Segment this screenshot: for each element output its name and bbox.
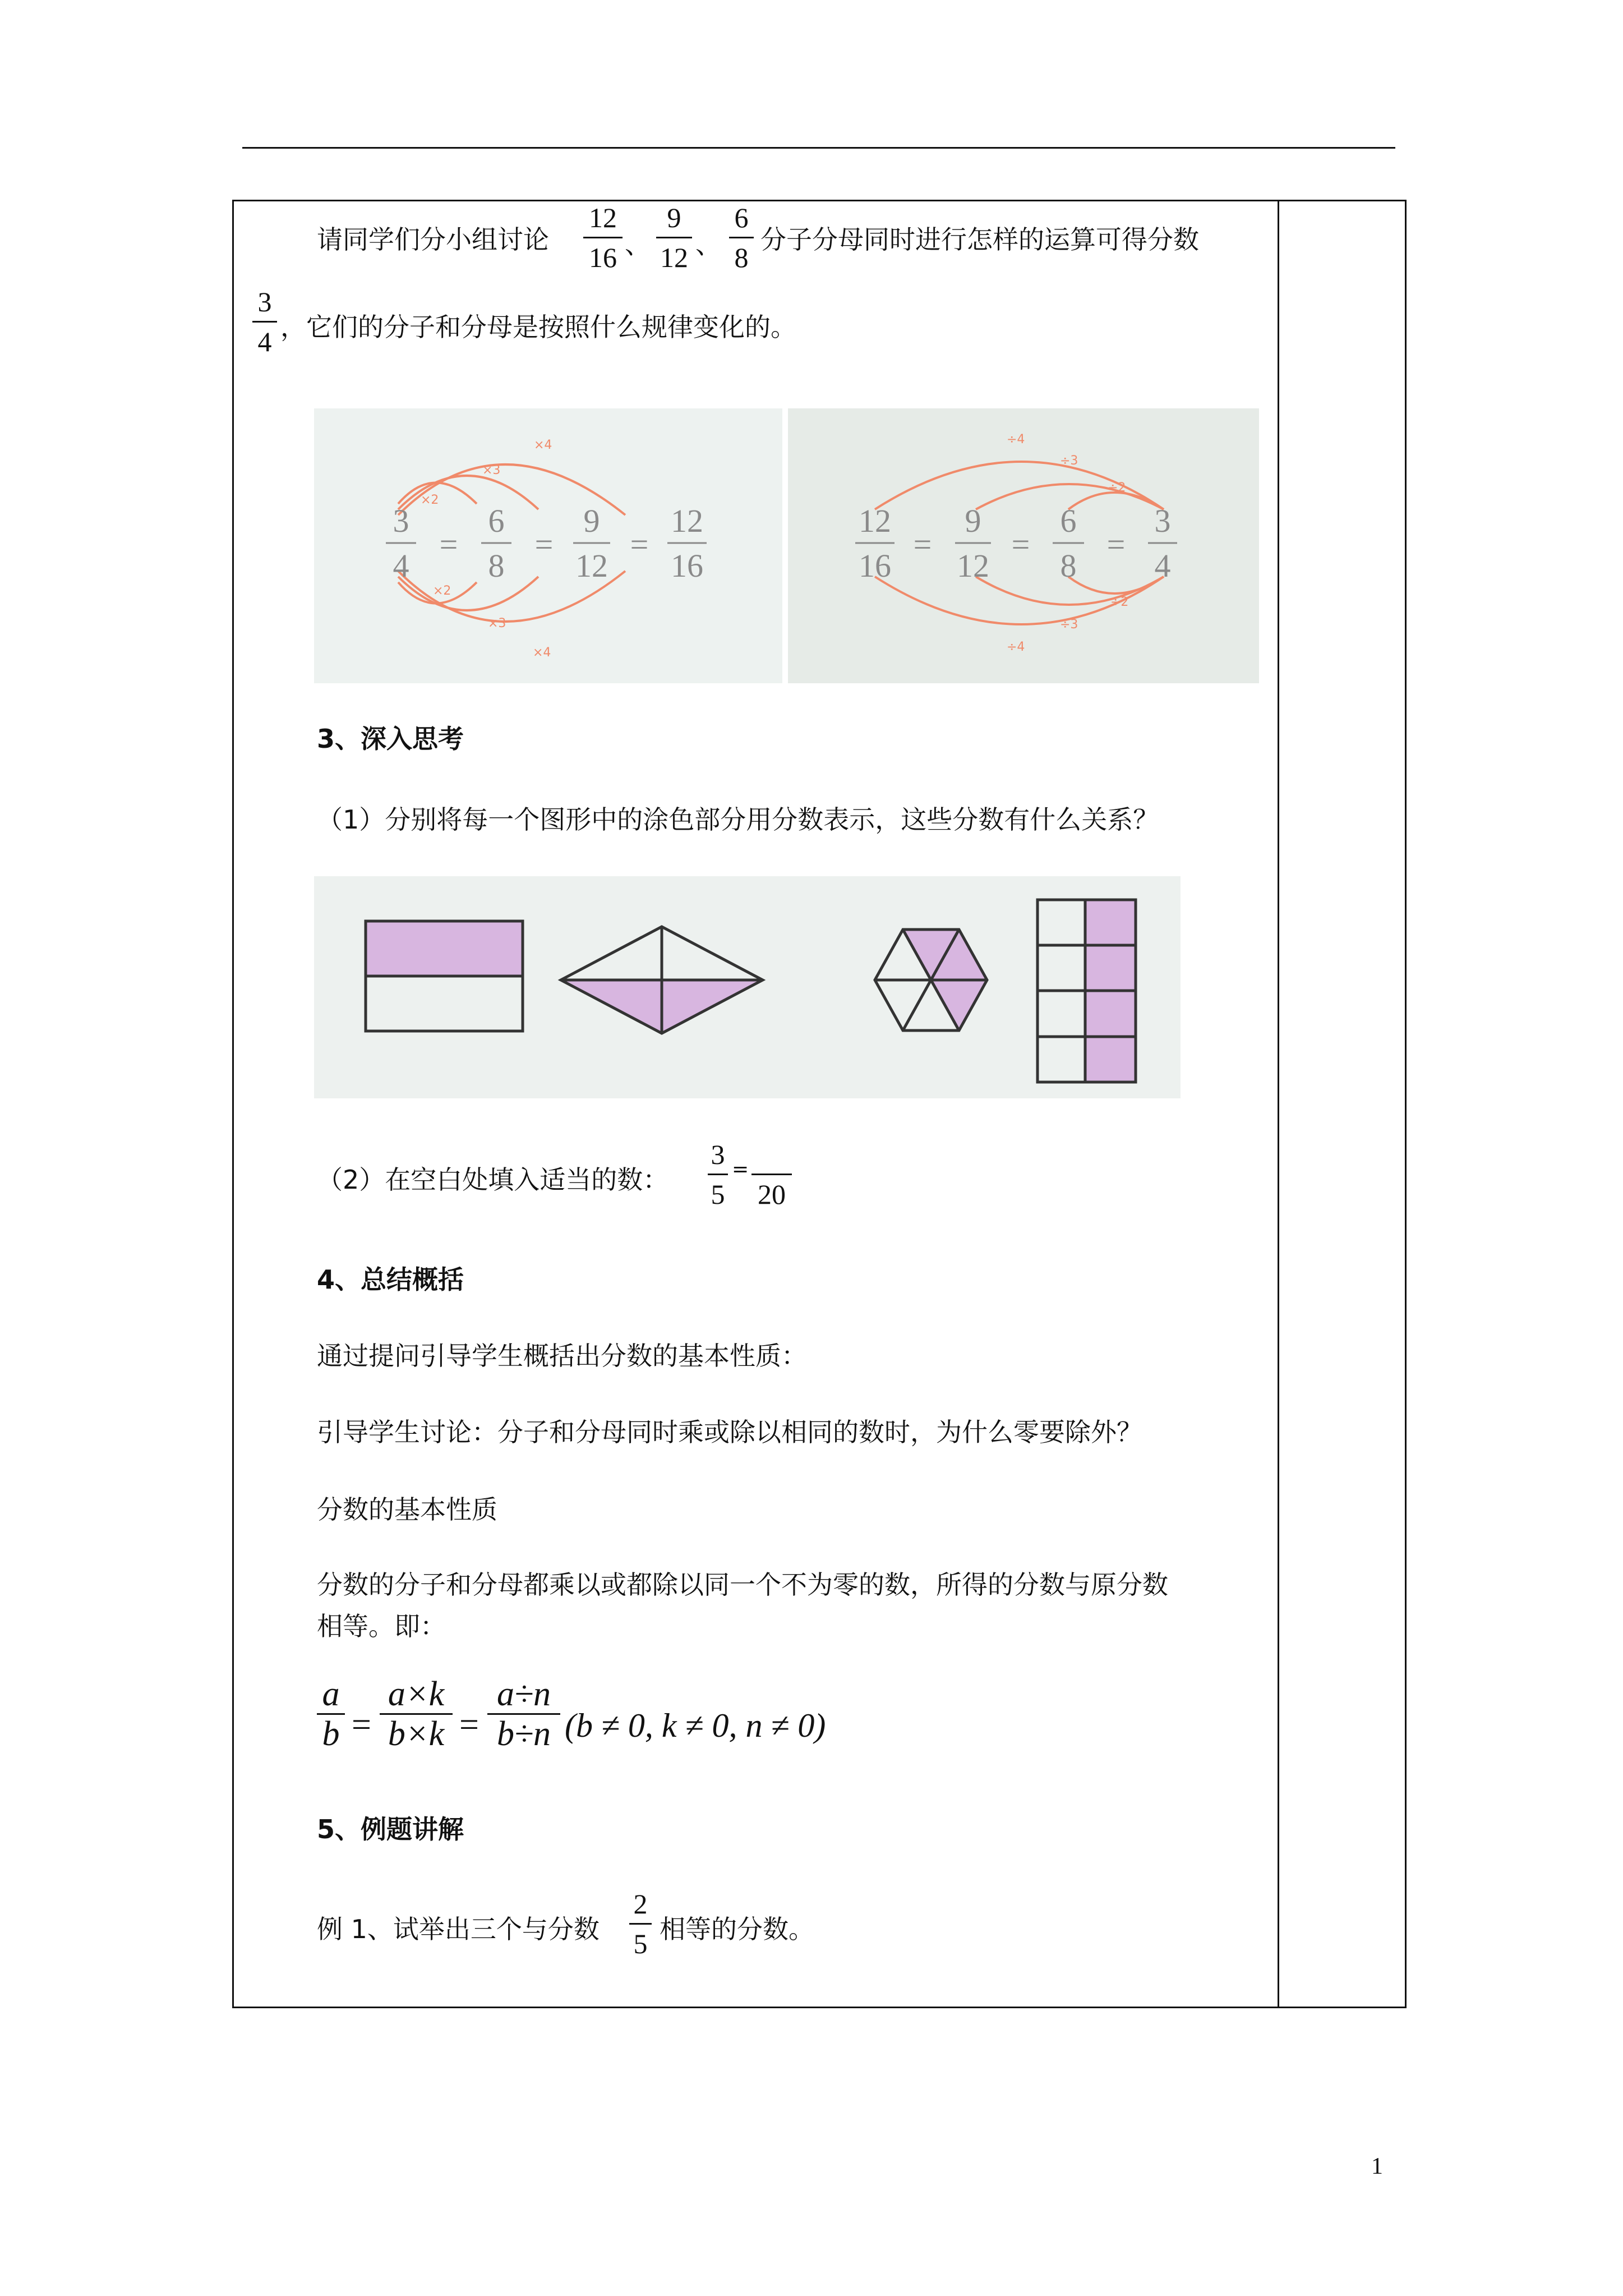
section4-p2: 引导学生讨论：分子和分母同时乘或除以相同的数时，为什么零要除外？ — [317, 1417, 1142, 1447]
rectangle-shape — [366, 921, 523, 1031]
right-f1-num: 12 — [859, 503, 891, 539]
formula-mul: a×k b×k — [380, 1677, 453, 1751]
section4-p4-line1: 分数的分子和分母都乘以或都除以同一个不为零的数，所得的分数与原分数 — [317, 1570, 1168, 1600]
diagram-multiply — [314, 408, 782, 683]
left-f2-num: 6 — [488, 503, 505, 539]
fraction-12-16: 12 16 — [583, 201, 623, 274]
intro-line2: ，它们的分子和分母是按照什么规律变化的。 — [280, 312, 796, 342]
right-f4-num: 3 — [1154, 503, 1171, 539]
label-bottom-d2: ÷2 — [1110, 595, 1129, 609]
diagram-divide-svg — [788, 408, 1259, 683]
left-f4-num: 12 — [671, 503, 703, 539]
header-rule — [242, 147, 1395, 149]
label-top-x3: ×3 — [482, 463, 501, 477]
left-f1-num: 3 — [393, 503, 409, 539]
section5-heading: 5、例题讲解 — [317, 1814, 464, 1844]
formula-eq2: = — [459, 1706, 479, 1744]
formula-condition: (b ≠ 0, k ≠ 0, n ≠ 0) — [565, 1707, 826, 1744]
left-f3-den: 12 — [575, 547, 608, 584]
blank-fraction: 20 — [751, 1138, 792, 1211]
right-f2-den: 12 — [957, 547, 989, 584]
left-f3-num: 9 — [583, 503, 600, 539]
page-number: 1 — [1371, 2154, 1383, 2179]
left-eq1: = — [439, 526, 458, 563]
left-eq3: = — [630, 526, 649, 563]
label-top-x2: ×2 — [421, 493, 439, 507]
section4-p1: 通过提问引导学生概括出分数的基本性质： — [317, 1341, 807, 1371]
left-eq2: = — [534, 526, 554, 563]
fraction-9-12: 9 12 — [656, 201, 692, 274]
label-bottom-x3: ×3 — [488, 616, 506, 631]
diagram-divide — [788, 408, 1259, 683]
shaded-shapes-figure — [314, 876, 1181, 1098]
right-eq1: = — [913, 526, 932, 563]
right-f3-num: 6 — [1060, 503, 1077, 539]
fraction-6-8: 6 8 — [729, 201, 754, 274]
right-f2-num: 9 — [965, 503, 981, 539]
section4-p3: 分数的基本性质 — [317, 1494, 497, 1525]
equals-sign: = — [732, 1158, 749, 1181]
label-top-d2: ÷2 — [1108, 481, 1126, 495]
table-column-divider — [1278, 200, 1279, 2008]
example1-tail: 相等的分数。 — [660, 1914, 814, 1944]
fraction-3-4: 3 4 — [252, 285, 277, 358]
fraction-3-5: 3 5 — [708, 1138, 728, 1211]
right-f1-den: 16 — [859, 547, 891, 584]
example1-lead: 例 1、试举出三个与分数 — [317, 1914, 600, 1944]
label-bottom-x4: ×4 — [533, 646, 551, 660]
fraction-property-formula — [317, 1677, 934, 1778]
section4-heading: 4、总结概括 — [317, 1264, 464, 1295]
arc-top-x3 — [398, 476, 538, 509]
section3-heading: 3、深入思考 — [317, 724, 464, 754]
formula-a-over-b: a b — [317, 1677, 345, 1751]
arc-bottom-x3 — [398, 577, 538, 610]
formula-eq1: = — [352, 1706, 371, 1744]
section4-p4-line2: 相等。即： — [317, 1611, 446, 1641]
separator: 、 — [695, 229, 721, 260]
arc-top-d2 — [1068, 493, 1164, 509]
right-eq2: = — [1011, 526, 1030, 563]
label-bottom-d3: ÷3 — [1060, 618, 1078, 632]
hexagon-shape — [875, 930, 987, 1030]
left-f2-den: 8 — [488, 547, 505, 584]
label-top-x4: ×4 — [534, 438, 552, 452]
right-f3-den: 8 — [1060, 547, 1077, 584]
separator: 、 — [625, 229, 651, 260]
label-bottom-d4: ÷4 — [1007, 640, 1025, 654]
section3-q2-lead: （2）在空白处填入适当的数： — [317, 1165, 669, 1195]
fraction-2-5: 2 5 — [629, 1887, 652, 1961]
diagram-multiply-svg — [314, 408, 782, 683]
left-f4-den: 16 — [671, 547, 703, 584]
label-top-d3: ÷3 — [1060, 454, 1078, 468]
section3-q1: （1）分别将每一个图形中的涂色部分用分数表示，这些分数有什么关系？ — [317, 804, 1159, 835]
shaded-shapes-svg — [314, 876, 1181, 1098]
label-top-d4: ÷4 — [1007, 432, 1025, 447]
right-f4-den: 4 — [1154, 547, 1171, 584]
rhombus-shape — [561, 927, 763, 1033]
grid-shape — [1038, 900, 1136, 1082]
right-eq3: = — [1106, 526, 1126, 563]
label-bottom-x2: ×2 — [433, 584, 451, 598]
formula-div: a÷n b÷n — [487, 1677, 560, 1751]
left-f1-den: 4 — [393, 547, 409, 584]
intro-tail: 分子分母同时进行怎样的运算可得分数 — [760, 224, 1199, 255]
intro-lead: 请同学们分小组讨论 — [317, 224, 549, 255]
